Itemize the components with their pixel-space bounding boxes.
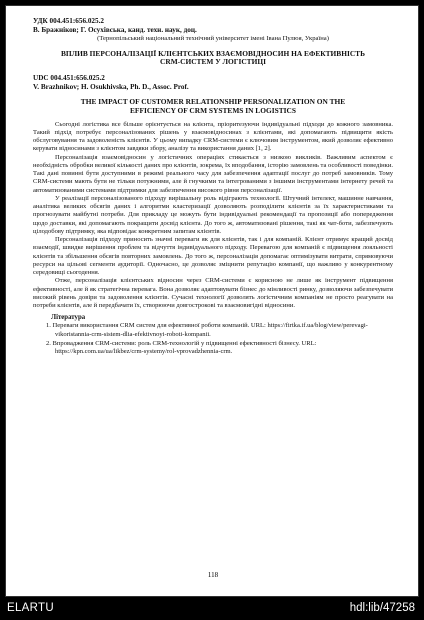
scan-footer (0, 597, 424, 620)
handle-label: hdl:lib/47258 (349, 602, 415, 614)
title-ua-line1: ВПЛИВ ПЕРСОНАЛІЗАЦІЇ КЛІЄНТСЬКИХ ВЗАЄМОВІДНОСИН НА ЕФЕКТИВНІСТЬ (60, 48, 366, 58)
article (33, 17, 393, 357)
paragraph-3: У реалізації персоналізованого підходу вирішальну роль відіграють технології. Штучний інтелект, машинне навчання, аналітика великих обсягів даних і алгоритми кластеризації дозволяють розподілити клієнтів за їх характеристиками та прогнозувати майбутні потреби. Для прикладу це можуть бути індивідуальні рекомендації та пропозиції або попередження щодо доставки, які допомагають покращити досвід клієнта. До того ж, автоматизовані рішення, такі як чат-боти, забезпечують цілодобову підтримку, яка відповідає конкретним запитам клієнтів. (33, 194, 393, 235)
title-en-line1: THE IMPACT OF CUSTOMER RELATIONSHIP PERSONALIZATION ON THE (80, 97, 346, 107)
repository-label: ELARTU (7, 602, 54, 614)
udc-ua: УДК 004.451:656.025.2 (33, 17, 105, 25)
title-ua-line2: CRM-СИСТЕМ У ЛОГІСТИЦІ (160, 57, 266, 67)
affiliation: (Тернопільський національний технічний університет імені Івана Пулюя, Україна) (97, 35, 329, 43)
reference-item-1: 1. Переваги використання CRM систем для ефективної роботи компаній. URL: https://firtka.if.ua/blog/view/perevagi-vikoristannia-crm-sistem-dlia-efektivnoyi-roboti-kompanii. (46, 322, 368, 338)
paragraph-2: Персоналізація взаємовідносин у логістичних операціях стикається з низкою викликів. Важливим аспектом є необхідність обробки великої кількості даних про клієнтів, зокрема, їх вподобання, історію замовлень та особливості поведінки. Такі дані повинні бути доступними в режимі реального часу для забезпечення адаптації послуг до потреб замовників. Тому CRM-системи мають бути не тільки потужними, але й гнучкими та інтегрованими з іншими інструментами інтернету речей та автоматизованими системами підтримки для забезпечення високого рівня персоналізації. (33, 153, 393, 194)
document-page (5, 5, 419, 597)
paragraph-1: Сьогодні логістика все більше орієнтується на клієнта, пріоритезуючи індивідуальні підходи до кожного замовника. Такий підхід потребує персоналізованих рішень у взаємовідносинах з клієнтами, які допомагають підвищити якість обслуговування та задоволеність клієнтів. У цьому випадку CRM-системи є ключовим інструментом, який дозволяє ефективно керувати відносинами з клієнтом завдяки збору, аналізу та використання даних [1, 2]. (33, 120, 393, 153)
paragraph-5: Отже, персоналізація клієнтських відносин через CRM-системи є корисною не лише як інструмент підвищення ефективності, але й як стратегічна перевага. Вона дозволяє адаптовувати бізнес до мінливості ринку, дозволяючи забезпечувати високий рівень довіри та задоволення клієнтів. Сучасні технології дозволять логістичним компаніям не просто реагувати на потреби клієнтів, але й передбачати їх, створюючи довгострокові та взаємовигідні відносини. (33, 277, 393, 310)
page-number: 118 (207, 571, 219, 579)
title-en (33, 98, 393, 115)
authors-ua: В. Бражніков; Г. Осухівська, канд. техн. наук, доц. (33, 26, 197, 35)
title-ua (33, 50, 393, 67)
paragraph-4: Персоналізація підходу приносить значні переваги як для клієнтів, так і для компаній. Клієнт отримує кращий досвід взаємодії, швидке вирішення проблем та відчуття індивідуального підходу. Перевагою для компаній є підвищення лояльності клієнтів та збільшення обсягів повторних замовлень. До того ж, персоналізація допомагає оптимізувати витрати, спрямовуючи ресурси на цільові сегменти аудиторії. Одночасно, це дозволяє зміцнити репутацію компанії, що важливо у конкурентному середовищі сьогодення. (33, 236, 393, 277)
references-heading: Література (51, 314, 86, 322)
reference-item-2: 2. Впровадження CRM-системи: роль CRM-технологій у підвищенні ефективності бізнесу. URL: https://kpn.com.ua/ua/likbez/crm-systemy/rol-vprovadzhennia-crm. (46, 339, 317, 356)
udc-en: UDC 004.451:656.025.2 (33, 74, 105, 82)
title-en-line2: EFFICIENCY OF CRM SYSTEMS IN LOGISTICS (130, 106, 296, 115)
authors-en: V. Brazhnikov; H. Osukhivska, Ph. D., Assoc. Prof. (33, 83, 189, 92)
